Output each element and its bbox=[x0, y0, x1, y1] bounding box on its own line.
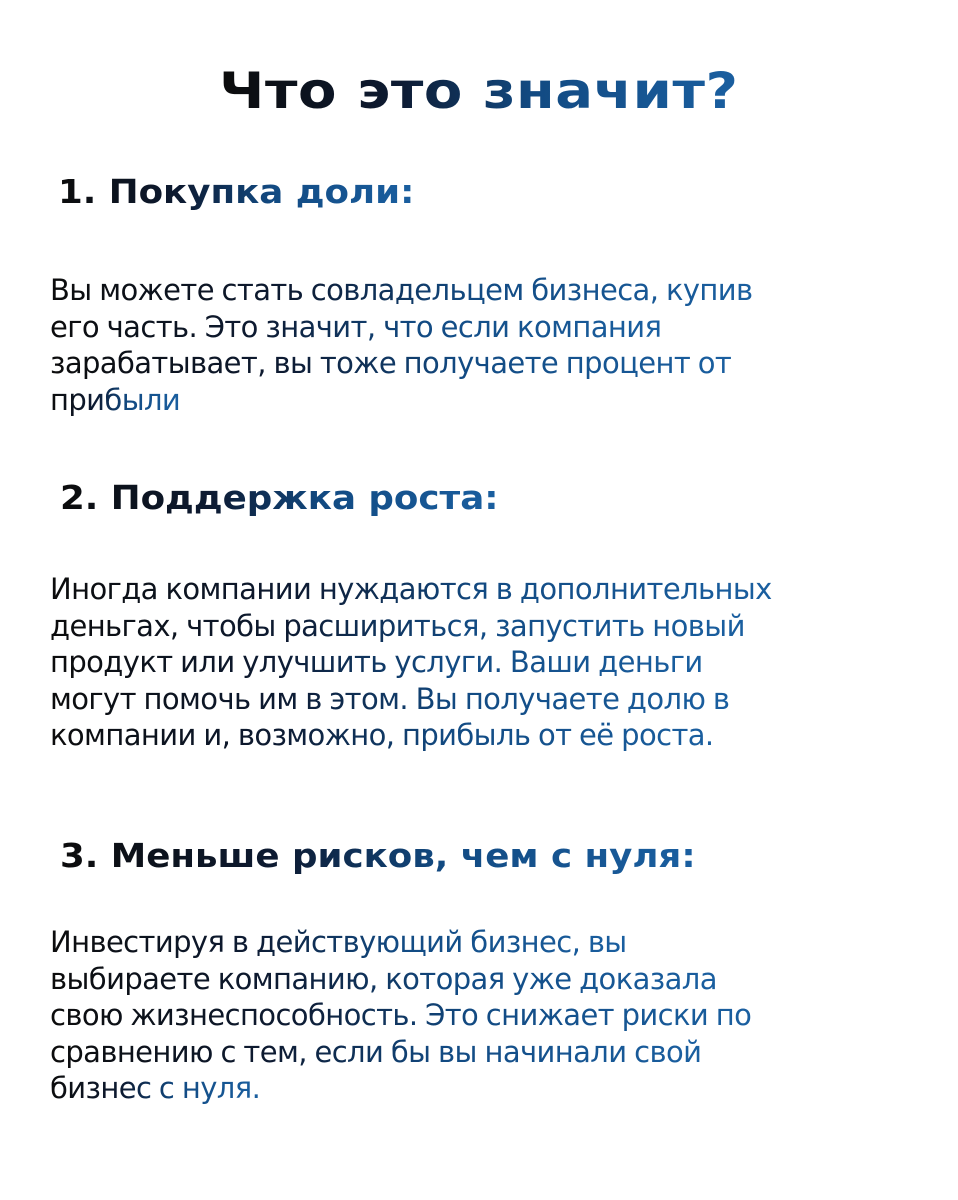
section-2-heading bbox=[60, 478, 499, 517]
section-3-line-1: Инвестируя в действующий бизнес, вы bbox=[50, 925, 627, 959]
section-2-line-3: продукт или улучшить услуги. Ваши деньги bbox=[50, 645, 703, 679]
section-3-line-5: бизнес с нуля. bbox=[50, 1071, 261, 1105]
section-1-line-2: его часть. Это значит, что если компания bbox=[50, 309, 662, 344]
section-1-line-1: Вы можете стать совладельцем бизнеса, купив bbox=[50, 273, 753, 307]
section-3-line-2: выбираете компанию, которая уже доказала bbox=[50, 961, 717, 996]
section-1-heading bbox=[58, 172, 415, 211]
section-1-body bbox=[50, 272, 930, 418]
section-2-line-1: Иногда компании нуждаются в дополнительных bbox=[50, 572, 772, 606]
section-3-heading-text: 3. Меньше рисков, чем с нуля: bbox=[60, 836, 696, 875]
section-1-heading-text: 1. Покупка доли: bbox=[58, 172, 415, 211]
section-2-line-2: деньгах, чтобы расшириться, запустить новый bbox=[50, 608, 745, 643]
section-2-heading-text: 2. Поддержка роста: bbox=[60, 478, 499, 517]
page-title-text: Что это значит? bbox=[219, 62, 739, 120]
section-3-heading bbox=[60, 836, 696, 875]
page-title bbox=[0, 62, 958, 120]
section-2-body bbox=[50, 571, 930, 754]
section-2-line-5: компании и, возможно, прибыль от её роста. bbox=[50, 718, 714, 752]
section-3-body bbox=[50, 924, 930, 1107]
section-3-line-4: сравнению с тем, если бы вы начинали свой bbox=[50, 1034, 702, 1069]
section-1-line-3: зарабатывает, вы тоже получаете процент от bbox=[50, 346, 732, 380]
section-3-line-3: свою жизнеспособность. Это снижает риски по bbox=[50, 998, 752, 1032]
section-1-line-4: прибыли bbox=[50, 382, 181, 417]
section-2-line-4: могут помочь им в этом. Вы получаете долю в bbox=[50, 681, 730, 716]
